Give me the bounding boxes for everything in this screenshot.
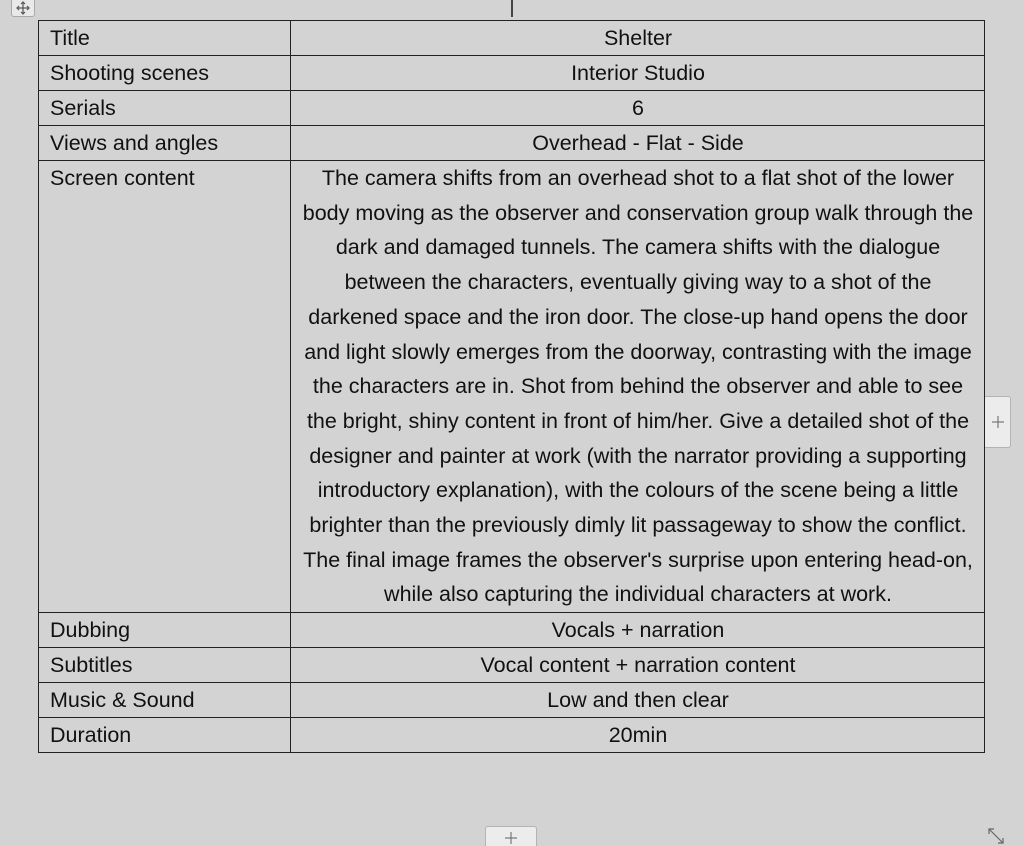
- move-arrows-icon: [15, 1, 31, 15]
- table-row[interactable]: [39, 56, 985, 91]
- row-value[interactable]: 6: [291, 91, 985, 126]
- shot-spec-table[interactable]: [38, 20, 985, 753]
- table-row[interactable]: [39, 718, 985, 753]
- plus-icon: [505, 832, 517, 844]
- row-label[interactable]: Duration: [39, 718, 291, 753]
- table-resize-handle[interactable]: [986, 826, 1006, 846]
- plus-icon: [992, 416, 1004, 428]
- row-label[interactable]: Views and angles: [39, 126, 291, 161]
- table-move-handle[interactable]: [11, 0, 35, 17]
- table-row[interactable]: [39, 161, 985, 613]
- row-value[interactable]: The camera shifts from an overhead shot to a flat shot of the lower body moving as the observer and conservation group walk through the dark and damaged tunnels. The camera shifts with the dialogue between the characters, eventually giving way to a shot of the darkened space and the iron door. The close-up hand opens the door and light slowly emerges from the doorway, contrasting with the image the characters are in. Shot from behind the observer and able to see the bright, shiny content in front of him/her. Give a detailed shot of the designer and painter at work (with the narrator providing a supporting introductory explanation), with the colours of the scene being a little brighter than the previously dimly lit passageway to show the conflict. The final image frames the observer's surprise upon entering head-on, while also capturing the individual characters at work.: [291, 161, 985, 613]
- row-value[interactable]: Interior Studio: [291, 56, 985, 91]
- table-row[interactable]: [39, 21, 985, 56]
- row-value[interactable]: Overhead - Flat - Side: [291, 126, 985, 161]
- add-column-button[interactable]: [985, 396, 1011, 448]
- diagonal-resize-icon: [986, 826, 1006, 846]
- row-label[interactable]: Serials: [39, 91, 291, 126]
- row-value[interactable]: Vocal content + narration content: [291, 648, 985, 683]
- add-row-button[interactable]: [485, 826, 537, 846]
- table-row[interactable]: [39, 613, 985, 648]
- row-label[interactable]: Subtitles: [39, 648, 291, 683]
- row-label[interactable]: Dubbing: [39, 613, 291, 648]
- row-value[interactable]: Shelter: [291, 21, 985, 56]
- row-label[interactable]: Music & Sound: [39, 683, 291, 718]
- row-value[interactable]: Vocals + narration: [291, 613, 985, 648]
- row-label[interactable]: Title: [39, 21, 291, 56]
- text-cursor: [511, 0, 513, 17]
- row-value[interactable]: 20min: [291, 718, 985, 753]
- row-label[interactable]: Screen content: [39, 161, 291, 613]
- table-row[interactable]: [39, 126, 985, 161]
- table-row[interactable]: [39, 648, 985, 683]
- table-row[interactable]: [39, 91, 985, 126]
- row-label[interactable]: Shooting scenes: [39, 56, 291, 91]
- row-value[interactable]: Low and then clear: [291, 683, 985, 718]
- table-row[interactable]: [39, 683, 985, 718]
